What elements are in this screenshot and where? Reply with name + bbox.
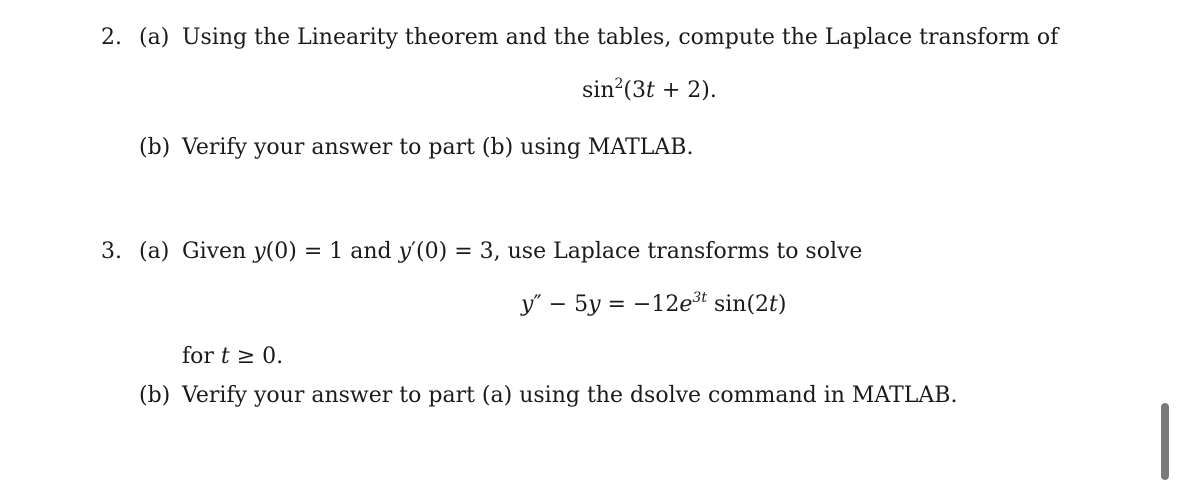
- problem-2b-text: Verify your answer to part (b) using MATLAB.: [182, 135, 694, 160]
- cond2-fn: y: [398, 239, 412, 264]
- eq-arg-close: + 2).: [654, 78, 717, 103]
- eq3-sin: sin(2: [706, 292, 770, 317]
- eq-arg-open: (3: [623, 78, 647, 103]
- problem-3a-given: Given: [182, 239, 247, 264]
- eq3-minus: − 5: [541, 292, 589, 317]
- problem-3-number: 3.: [101, 239, 122, 264]
- eq3-y: y: [521, 292, 534, 317]
- problem-3a-label: (a): [139, 239, 170, 264]
- problem-3a-text: [182, 241, 862, 263]
- eq3-equals: = −12: [600, 292, 680, 317]
- eq3-exp: 3t: [692, 290, 707, 306]
- problem-3a-equation: [521, 290, 787, 317]
- problem-3b-label: (b): [139, 383, 171, 408]
- problem-2a-equation: [582, 76, 717, 103]
- eq-var-t: t: [646, 78, 655, 103]
- problem-2a-label: (a): [139, 25, 170, 50]
- cond1-fn: y: [253, 239, 266, 264]
- eq3-y2: y: [588, 292, 601, 317]
- problem-3a-condition: [182, 346, 283, 368]
- cond2-rest: ′(0) = 3, use Laplace transforms to solve: [411, 239, 863, 264]
- problem-3b-text: Verify your answer to part (a) using the dsolve command in MATLAB.: [182, 383, 958, 408]
- eq-sin: sin: [582, 78, 615, 103]
- vertical-scrollbar[interactable]: [1161, 403, 1169, 480]
- eq-sin-exponent: 2: [614, 76, 624, 92]
- problem-2a-text: Using the Linearity theorem and the tables, compute the Laplace transform of: [182, 25, 1059, 50]
- problem-2b-label: (b): [139, 135, 171, 160]
- eq3-prime: ″: [533, 292, 542, 317]
- problem-2-number: 2.: [101, 25, 122, 50]
- cond-rest: ≥ 0.: [229, 344, 284, 369]
- eq3-close: ): [777, 292, 787, 317]
- eq3-e: e: [679, 292, 693, 317]
- cond1-rest: (0) = 1 and: [265, 239, 399, 264]
- eq3-t: t: [769, 292, 778, 317]
- cond-t: t: [220, 344, 230, 369]
- cond-for: for: [182, 344, 221, 369]
